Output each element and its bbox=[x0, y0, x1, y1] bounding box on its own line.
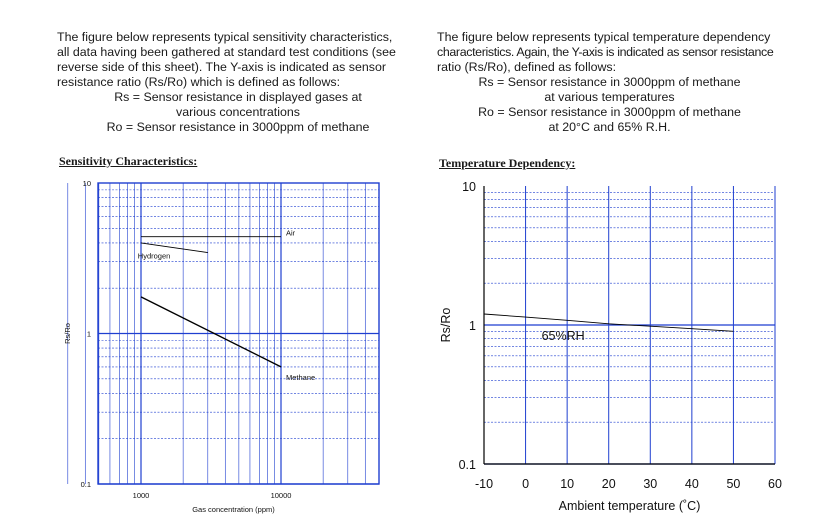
y-axis-label: Rs/Ro bbox=[63, 323, 72, 344]
right-def-rs: Rs = Sensor resistance in 3000ppm of methane bbox=[478, 75, 741, 89]
x-tick-label: 40 bbox=[684, 477, 699, 491]
left-line-1: The figure below represents typical sensitivity characteristics, bbox=[57, 30, 393, 44]
series-label-methane: Methane bbox=[286, 372, 316, 382]
sensitivity-chart-title: Sensitivity Characteristics: bbox=[59, 154, 198, 168]
x-tick-label: 30 bbox=[643, 477, 658, 491]
y-tick-label: 1 bbox=[86, 329, 91, 339]
right-def-rs-cont: at various temperatures bbox=[544, 90, 675, 104]
series-label-air: Air bbox=[286, 228, 296, 238]
left-line-2: all data having been gathered at standard test conditions (see bbox=[57, 45, 396, 59]
x-tick-label: 60 bbox=[768, 477, 782, 491]
y-tick-label: 10 bbox=[462, 180, 476, 194]
left-def-ro: Ro = Sensor resistance in 3000ppm of methane bbox=[106, 120, 370, 134]
y-axis-label: Rs/Ro bbox=[439, 307, 453, 343]
y-tick-label: 1 bbox=[469, 319, 476, 333]
series-label-hydrogen: Hydrogen bbox=[137, 251, 171, 261]
right-line-3: ratio (Rs/Ro), defined as follows: bbox=[437, 60, 617, 74]
y-tick-label: 0.1 bbox=[80, 480, 91, 489]
right-line-2: characteristics. Again, the Y-axis is indicated as sensor resistance bbox=[437, 45, 774, 59]
temperature-chart-title: Temperature Dependency: bbox=[439, 156, 576, 170]
x-tick-label: 20 bbox=[601, 477, 616, 491]
left-line-3: reverse side of this sheet). The Y-axis is indicated as sensor bbox=[57, 60, 386, 74]
y-tick-label: 0.1 bbox=[458, 458, 476, 472]
x-axis-label: Gas concentration (ppm) bbox=[192, 505, 275, 514]
y-tick-label: 10 bbox=[82, 179, 91, 188]
left-def-rs-cont: various concentrations bbox=[176, 105, 300, 119]
x-tick-label: 0 bbox=[522, 477, 530, 491]
x-tick-label: -10 bbox=[474, 477, 494, 491]
x-tick-label: 50 bbox=[726, 477, 741, 491]
x-tick-label: 10 bbox=[560, 477, 575, 491]
right-line-1: The figure below represents typical temperature dependency bbox=[437, 30, 771, 44]
x-tick-label: 1000 bbox=[132, 491, 150, 500]
x-axis-label: Ambient temperature (˚C) bbox=[558, 499, 701, 513]
left-line-4: resistance ratio (Rs/Ro) which is defined as follows: bbox=[57, 75, 341, 89]
left-def-rs: Rs = Sensor resistance in displayed gases at bbox=[114, 90, 362, 104]
x-tick-label: 10000 bbox=[270, 491, 292, 500]
right-def-ro: Ro = Sensor resistance in 3000ppm of methane bbox=[478, 105, 741, 119]
right-def-ro-cond: at 20°C and 65% R.H. bbox=[548, 120, 671, 134]
series-label-65rh: 65%RH bbox=[541, 328, 585, 343]
